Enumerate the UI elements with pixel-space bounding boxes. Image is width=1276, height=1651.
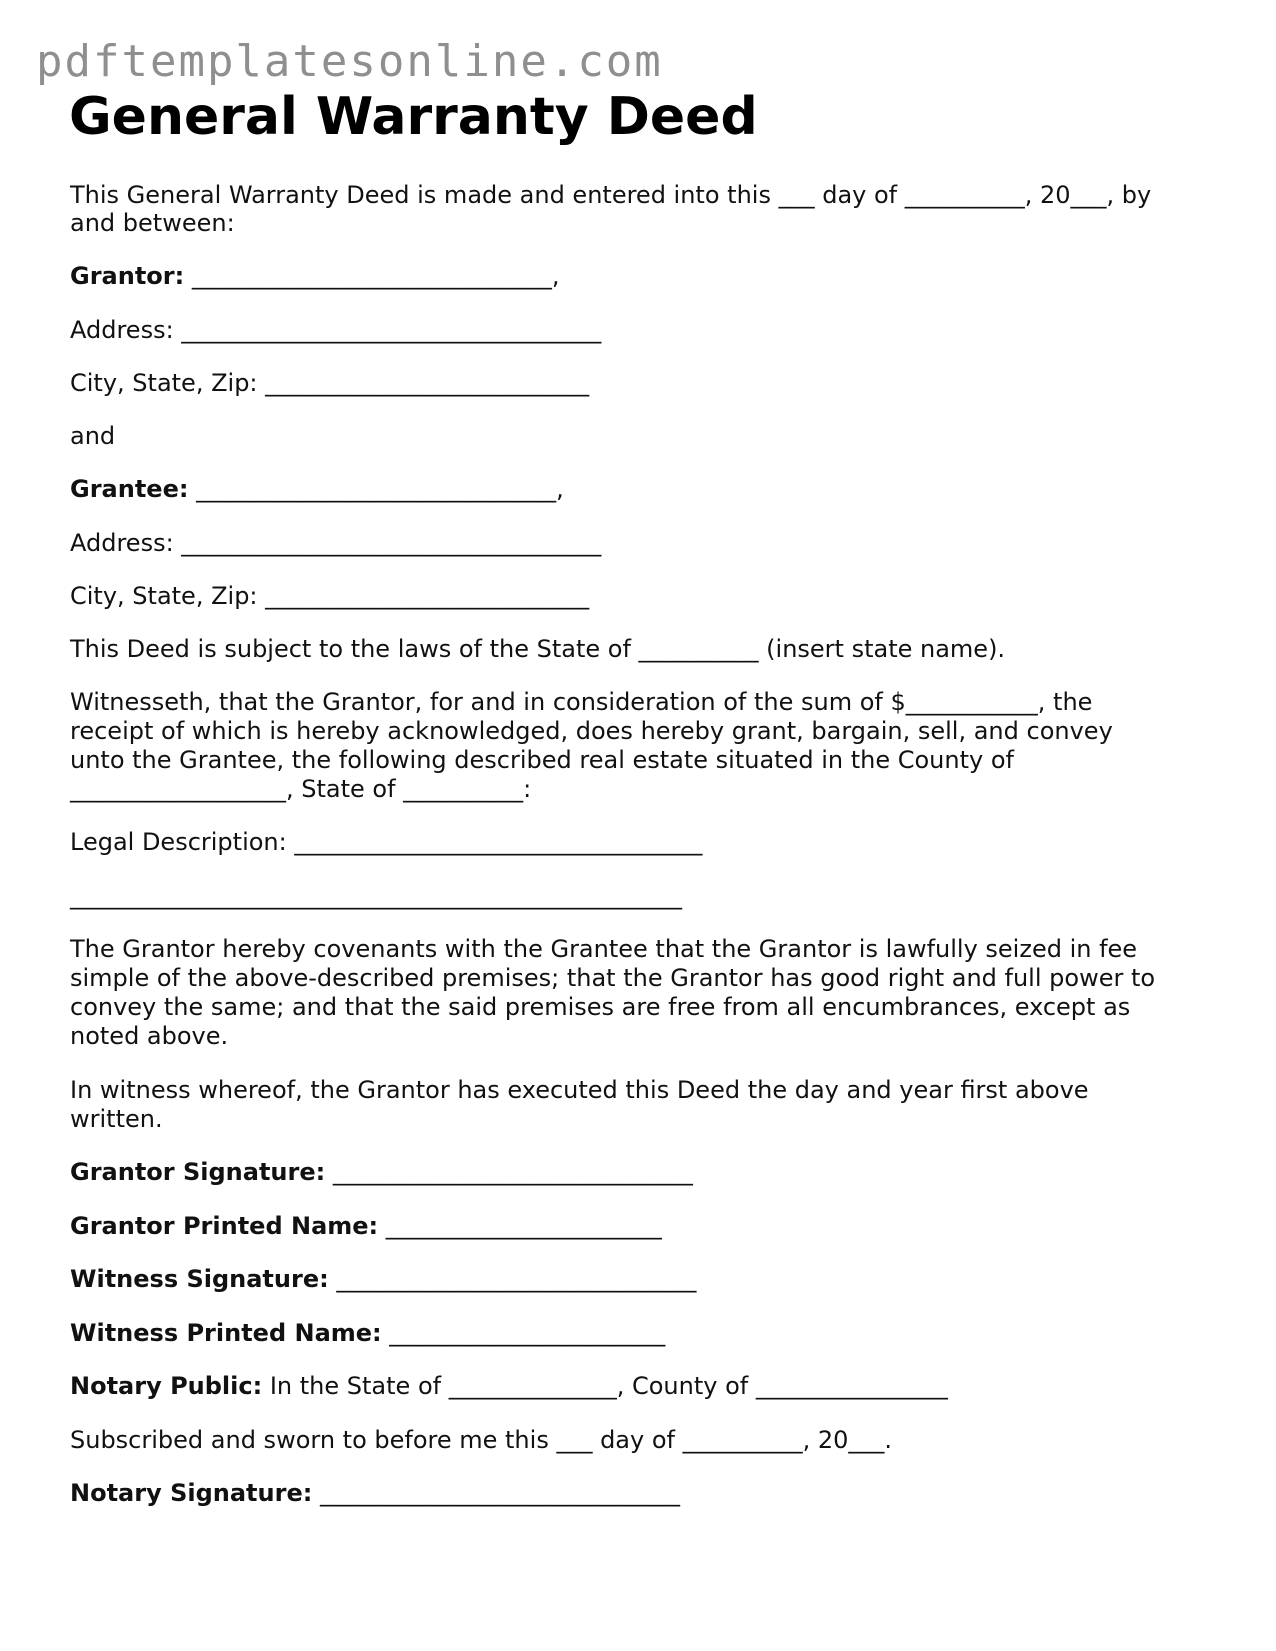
- notary-public-label: Notary Public:: [70, 1372, 263, 1400]
- witness-printed-name-blank: _______________________: [381, 1319, 666, 1347]
- witnesseth-line-2: receipt of which is hereby acknowledged, does hereby grant, bargain, sell, and convey: [70, 717, 1113, 745]
- subject-clause: This Deed is subject to the laws of the State of __________ (insert state name).: [70, 635, 1006, 663]
- grantor-signature-blank: ______________________________: [325, 1158, 693, 1186]
- covenant-line-4: noted above.: [70, 1022, 229, 1050]
- grantee-name-blank: ______________________________,: [188, 475, 564, 503]
- covenant-line-1: The Grantor hereby covenants with the Grantee that the Grantor is lawfully seized in fee: [70, 935, 1138, 963]
- grantor-printed-name-label: Grantor Printed Name:: [70, 1212, 379, 1240]
- grantor-label: Grantor:: [70, 262, 185, 290]
- grantee-city-state-zip: City, State, Zip: ___________________________: [70, 582, 590, 610]
- grantee-label: Grantee:: [70, 475, 189, 503]
- witness-printed-name-label: Witness Printed Name:: [70, 1319, 382, 1347]
- covenant-line-2: simple of the above-described premises; that the Grantor has good right and full power to: [70, 964, 1156, 992]
- notary-public-line: [70, 1371, 948, 1401]
- grantor-city-state-zip: City, State, Zip: ___________________________: [70, 369, 590, 397]
- covenant-line-3: convey the same; and that the said premises are free from all encumbrances, except as: [70, 993, 1131, 1021]
- grantor-signature-label: Grantor Signature:: [70, 1158, 326, 1186]
- document-title: General Warranty Deed: [69, 87, 758, 147]
- witness-clause-line-1: In witness whereof, the Grantor has executed this Deed the day and year first above: [70, 1076, 1089, 1104]
- watermark: pdftemplatesonline.com: [36, 36, 663, 87]
- witnesseth-line-1: Witnesseth, that the Grantor, for and in consideration of the sum of $___________, the: [70, 688, 1093, 716]
- witness-signature-label: Witness Signature:: [70, 1265, 329, 1293]
- notary-signature-line: [70, 1478, 680, 1508]
- witnesseth-line-4: __________________, State of __________:: [70, 775, 532, 803]
- grantor-printed-name-line: [70, 1211, 662, 1241]
- witness-clause-line-2: written.: [70, 1105, 163, 1133]
- grantee-line: [70, 474, 564, 504]
- notary-public-text: In the State of ______________, County of ________________: [262, 1372, 948, 1400]
- witness-signature-blank: ______________________________: [328, 1265, 697, 1293]
- grantor-address: Address: ___________________________________: [70, 316, 602, 344]
- grantor-printed-name-blank: _______________________: [378, 1212, 662, 1240]
- intro-line-1: This General Warranty Deed is made and entered into this ___ day of __________, 20___, by: [70, 181, 1152, 209]
- witnesseth-line-3: unto the Grantee, the following described real estate situated in the County of: [70, 746, 1014, 774]
- witness-signature-line: [70, 1264, 696, 1294]
- grantor-line: [70, 261, 559, 291]
- grantor-signature-line: [70, 1157, 693, 1187]
- legal-description-continued: ___________________________________________________: [70, 882, 682, 910]
- and-text: and: [70, 422, 116, 450]
- grantor-name-blank: ______________________________,: [184, 262, 560, 290]
- legal-description: Legal Description: __________________________________: [70, 828, 703, 856]
- intro-line-2: and between:: [70, 209, 235, 237]
- subscribed-sworn-line: Subscribed and sworn to before me this ___ day of __________, 20___.: [70, 1426, 893, 1454]
- notary-signature-blank: ______________________________: [312, 1479, 680, 1507]
- witness-printed-name-line: [70, 1318, 665, 1348]
- grantee-address: Address: ___________________________________: [70, 529, 602, 557]
- notary-signature-label: Notary Signature:: [70, 1479, 313, 1507]
